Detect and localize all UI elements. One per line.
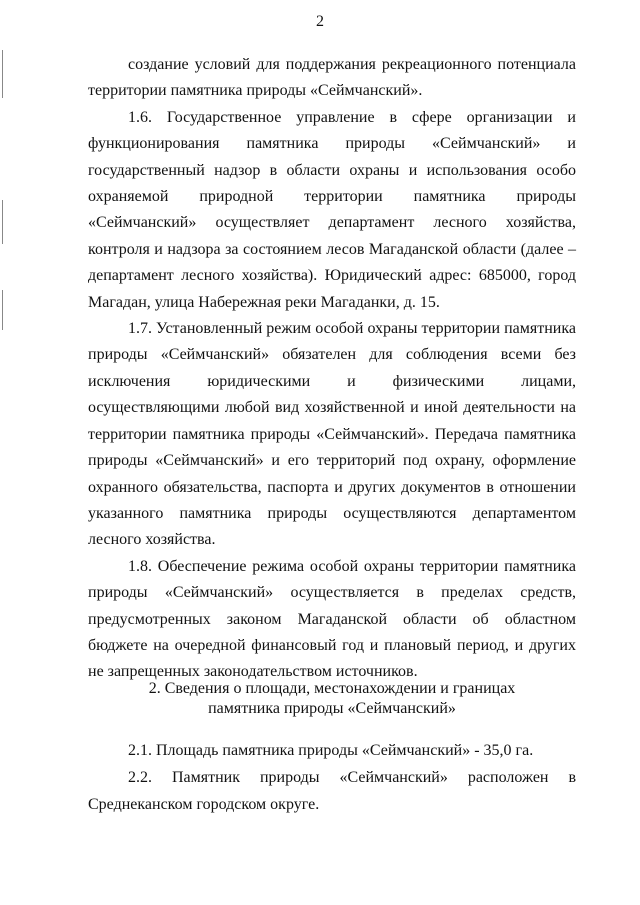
scan-artifact [2, 290, 3, 330]
section-2-heading [88, 679, 576, 719]
scan-artifact [2, 50, 3, 98]
paragraph-1-6: 1.6. Государственное управление в сфере организации и функционирования памятника природы «Сеймчанский» и государственный надзор в области охраны и использования особо охраняемой природной территории памятника природы «Сеймчанский» осуществляет департамент лесного хозяйства, контроля и надзора за состоянием лесов Магаданской области (далее – департамент лесного хозяйства). Юридический адрес: 685000, город Магадан, улица Набережная реки Магаданки, д. 15. [88, 108, 576, 311]
document-body [88, 52, 576, 686]
paragraph-2-2: 2.2. Памятник природы «Сеймчанский» расположен в Среднеканском городском округе. [88, 769, 576, 813]
section-2-heading-line-1: 2. Сведения о площади, местонахождении и границах [148, 680, 516, 697]
paragraph-1-8: 1.8. Обеспечение режима особой охраны территории памятника природы «Сеймчанский» осуществляется в пределах средств, предусмотренных законом Магаданской области об областном бюджете на очередной финансовый год и плановый период, и других не запрещенных законодательством источников. [88, 557, 576, 681]
paragraph-1-7: 1.7. Установленный режим особой охраны территории памятника природы «Сеймчанский» обязателен для соблюдения всеми без исключения юридическими и физическими лицами, осуществляющими любой вид хозяйственной и иной деятельности на территории памятника природы «Сеймчанский». Передача памятника природы «Сеймчанский» и его территорий под охрану, оформление охранного обязательства, паспорта и других документов в отношении указанного памятника природы осуществляются департаментом лесного хозяйства. [88, 320, 576, 549]
scan-artifact [2, 200, 3, 244]
section-2-body [88, 737, 576, 818]
paragraph-2-1: 2.1. Площадь памятника природы «Сеймчанский» - 35,0 га. [128, 742, 534, 759]
section-2-heading-line-2: памятника природы «Сеймчанский» [208, 700, 456, 717]
paragraph-continuation: создание условий для поддержания рекреационного потенциала территории памятника природы «Сеймчанский». [88, 56, 576, 100]
page-number: 2 [316, 13, 324, 30]
